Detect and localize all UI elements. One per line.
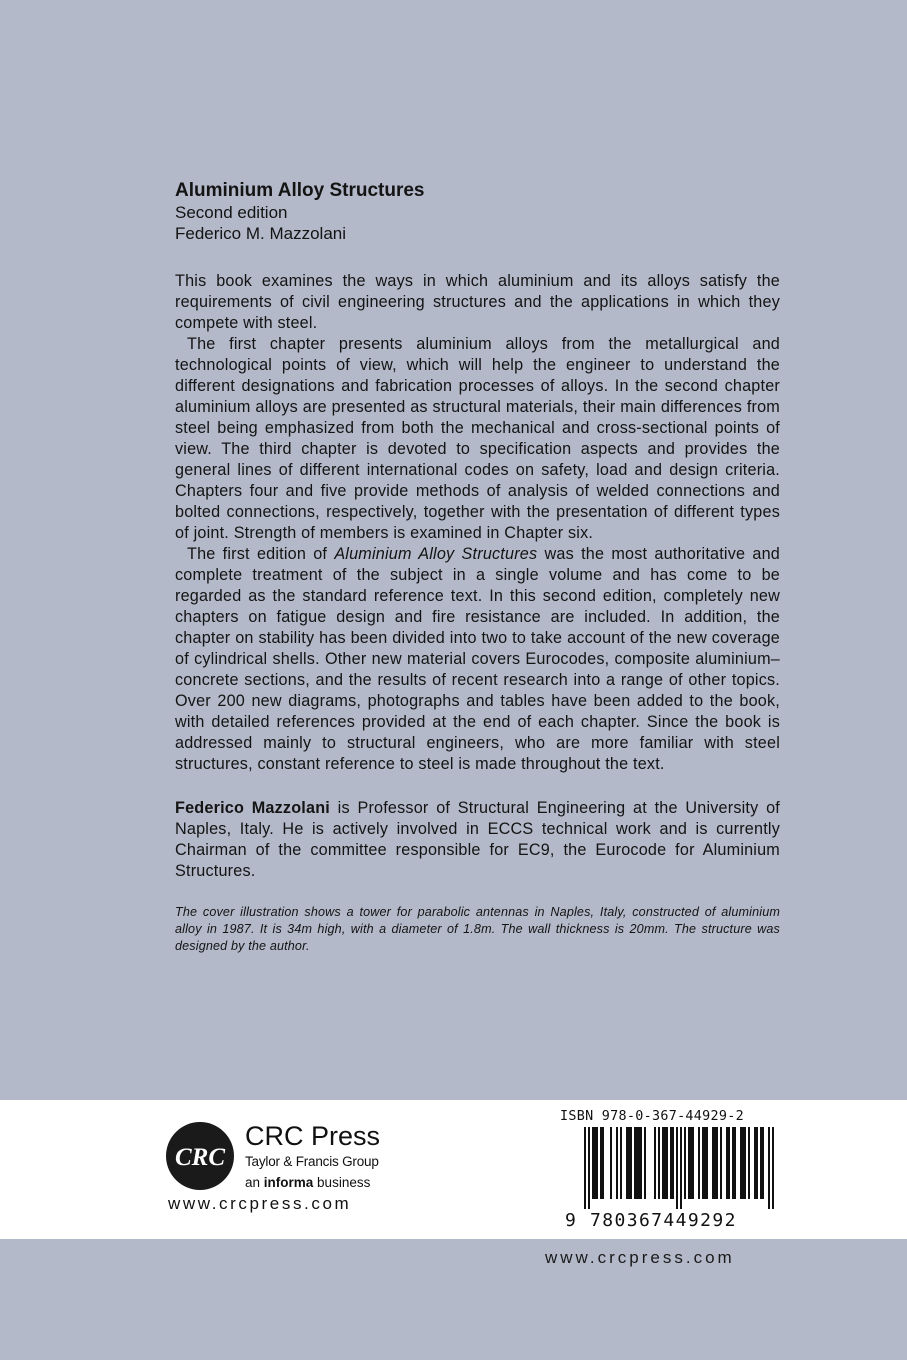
description-paragraph-2: The first chapter presents aluminium alloys from the metallurgical and technological points of view, which will help the engineer to understand the different designations and fabrication processes of alloys. In the second chapter aluminium alloys are presented as structural materials, their main differences from steel being emphasized from both the mechanical and cross-sectional points of view. The third chapter is devoted to specification aspects and provides the general lines of different international codes on safety, load and design criteria. Chapters four and five provide methods of analysis of welded connections and bolted connections, respectively, together with the presentation of different types of joint. Strength of members is examined in Chapter six. — [175, 335, 780, 542]
barcode-bar — [726, 1127, 728, 1199]
informa-suffix: business — [313, 1175, 371, 1190]
barcode-digits: 780367449292 — [590, 1210, 737, 1231]
barcode-bar — [584, 1127, 586, 1209]
barcode-bar — [754, 1127, 756, 1199]
author-bio-text: is Professor of Structural Engineering at the University of Naples, Italy. He is actively involved in ECCS technical work and is currently Chairman of the committee responsible for EC9, the Eurocode for Aluminium Structures. — [175, 799, 780, 880]
author-bio-name: Federico Mazzolani — [175, 799, 330, 817]
barcode-bar — [742, 1127, 744, 1199]
footer-url[interactable]: www.crcpress.com — [545, 1248, 735, 1267]
description-paragraph-3-book-title: Aluminium Alloy Structures — [334, 545, 538, 563]
barcode-bar — [756, 1127, 758, 1199]
barcode-bar — [630, 1127, 632, 1199]
barcode-bar — [704, 1127, 706, 1199]
barcode-first-digit: 9 — [565, 1210, 576, 1231]
publisher-informa-line — [245, 1175, 370, 1190]
author-bio — [175, 798, 780, 882]
barcode-bar — [692, 1127, 694, 1199]
barcode-bar — [676, 1127, 678, 1209]
barcode-bar — [636, 1127, 638, 1199]
book-title: Aluminium Alloy Structures — [175, 180, 425, 201]
publisher-name: CRC Press — [245, 1121, 381, 1151]
barcode-bar — [706, 1127, 708, 1199]
barcode-bar — [714, 1127, 716, 1199]
barcode-bar — [690, 1127, 692, 1199]
barcode-bar — [734, 1127, 736, 1199]
barcode-bar — [684, 1127, 686, 1199]
isbn-barcode — [562, 1127, 782, 1209]
barcode-bar — [616, 1127, 618, 1199]
book-edition: Second edition — [175, 203, 288, 222]
barcode-bar — [760, 1127, 762, 1199]
barcode-bar — [602, 1127, 604, 1199]
barcode-bar — [672, 1127, 674, 1199]
barcode-bar — [762, 1127, 764, 1199]
barcode-bar — [654, 1127, 656, 1199]
informa-bold: informa — [263, 1175, 314, 1190]
publisher-group: Taylor & Francis Group — [245, 1154, 379, 1169]
barcode-bar — [744, 1127, 746, 1199]
barcode-bar — [680, 1127, 682, 1209]
barcode-bar — [644, 1127, 646, 1199]
barcode-bar — [702, 1127, 704, 1199]
isbn-text: ISBN 978-0-367-44929-2 — [560, 1109, 744, 1124]
barcode-bar — [748, 1127, 750, 1199]
barcode-bar — [732, 1127, 734, 1199]
barcode-bar — [594, 1127, 596, 1199]
barcode-bar — [600, 1127, 602, 1199]
barcode-bar — [666, 1127, 668, 1199]
barcode-bar — [620, 1127, 622, 1199]
description-paragraph-3 — [175, 544, 780, 775]
barcode-bar — [664, 1127, 666, 1199]
barcode-bar — [592, 1127, 594, 1199]
barcode-bar — [638, 1127, 640, 1199]
crc-press-logo-icon — [165, 1121, 235, 1191]
barcode-bar — [740, 1127, 742, 1199]
barcode-bar — [698, 1127, 700, 1199]
barcode-bar — [596, 1127, 598, 1199]
barcode-bar — [610, 1127, 612, 1199]
barcode-bar — [634, 1127, 636, 1199]
cover-illustration-note: The cover illustration shows a tower for parabolic antennas in Naples, Italy, constructed of aluminium alloy in 1987. It is 34m high, with a diameter of 1.8m. The wall thickness is 20mm. The structure was designed by the author. — [175, 905, 780, 953]
barcode-bar — [662, 1127, 664, 1199]
crc-logo-lettering: CRC — [174, 1144, 226, 1171]
barcode-bar — [716, 1127, 718, 1199]
barcode-bar — [640, 1127, 642, 1199]
description-paragraph-3-end: was the most authoritative and complete treatment of the subject in a single volume and has come to be regarded as the standard reference text. In this second edition, completely new chapters on fatigue design and fire resistance are included. In addition, the chapter on stability has been divided into two to take account of the new coverage of cylindrical shells. Other new material covers Eurocodes, composite aluminium–concrete sections, and the results of recent research into a range of other topics. Over 200 new diagrams, photographs and tables have been added to the book, with detailed references provided at the end of each chapter. Since the book is addressed mainly to structural engineers, who are more familiar with steel structures, constant reference to steel is made throughout the text. — [175, 545, 780, 773]
publisher-url[interactable]: www.crcpress.com — [168, 1194, 352, 1213]
barcode-bar — [772, 1127, 774, 1209]
book-author: Federico M. Mazzolani — [175, 224, 347, 243]
barcode-bar — [670, 1127, 672, 1199]
barcode-bar — [628, 1127, 630, 1199]
barcode-bar — [768, 1127, 770, 1209]
barcode-bar — [720, 1127, 722, 1199]
back-cover-text — [175, 180, 780, 955]
barcode-bar — [588, 1127, 590, 1209]
barcode-bar — [728, 1127, 730, 1199]
barcode-bar — [626, 1127, 628, 1199]
barcode-bar — [688, 1127, 690, 1199]
barcode-bar — [712, 1127, 714, 1199]
barcode-bar — [658, 1127, 660, 1199]
informa-prefix: an — [245, 1175, 264, 1190]
description-paragraph-3-start: The first edition of — [187, 545, 335, 563]
description-paragraph-1: This book examines the ways in which aluminium and its alloys satisfy the requirements of civil engineering structures and the applications in which they compete with steel. — [175, 272, 780, 332]
